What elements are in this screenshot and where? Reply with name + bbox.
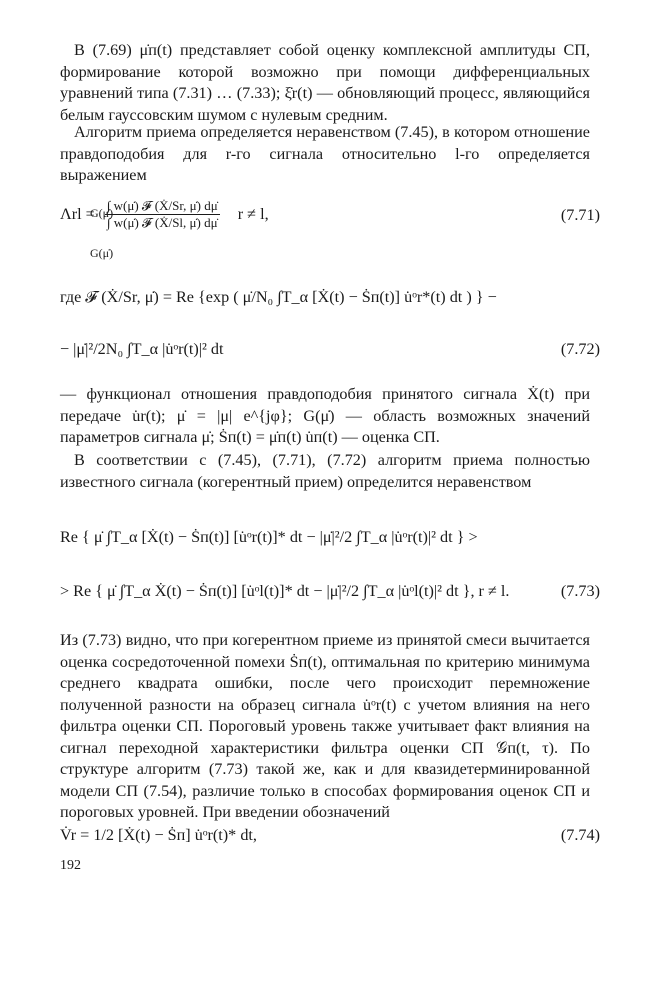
numerator-limit: G(μ̇) xyxy=(90,206,114,220)
fraction-denominator: ∫ w(μ̇) 𝓕 (Ẋ/Sl, μ̇) dμ̇ xyxy=(106,215,218,230)
paragraph-algorithm: Алгоритм приема определяется неравенством (7.45), в котором отношение правдоподобия для r-го сигнала относительно l-го определяется выражением xyxy=(60,123,590,184)
equation-number: (7.73) xyxy=(560,582,600,600)
paragraph-analysis: Из (7.73) видно, что при когерентном приеме из принятой смеси вычитается оценка сосредоточенной помехи Ṡп(t), оптимальная по критерию минимума среднего квадрата ошибки, после чего происходит перемножение полученной разности на образец сигнала u̇ᵒr(t) с учетом влияния на него фильтра оценки СП. Пороговый уровень также учитывает факт влияния на сигнал переходной характеристики фильтра оценки СП 𝒢п(t, τ). По структуре алгоритм (7.73) такой же, как и для квазидетерминированной модели СП (7.54), различие только в способах формирования оценок СП и пороговых уровней. При введении обозначений xyxy=(60,631,590,821)
fraction-numerator: ∫ w(μ̇) 𝓕 (Ẋ/Sr, μ̇) dμ̇ xyxy=(106,198,218,213)
equation-number: (7.74) xyxy=(560,826,600,844)
equation-number: (7.71) xyxy=(560,206,600,224)
paragraph-intro: В (7.69) μ̇п(t) представляет собой оценку комплексной амплитуды СП, формирование которой возможно при помощи дифференциальных уравнений типа (7.31) … (7.33); ξ̇r(t) — обновляющий процесс, являющийся белым гауссовским шумом с нулевым средним. xyxy=(60,41,590,124)
paragraph-functional: — функционал отношения правдоподобия принятого сигнала Ẋ(t) при передаче u̇r(t); μ̇ = |μ| e^{jφ}; G(μ̇) — область возможных значений параметров сигнала μ̇; Ṡп(t) = μ̇п(t) u̇п(t) — оценка СП. xyxy=(60,385,590,446)
likelihood-fraction xyxy=(105,198,220,231)
equation-condition: r ≠ l, xyxy=(237,205,269,223)
equation-line-2: > Re { μ̇ ∫T_α Ẋ(t) − Ṡп(t)] [u̇ᵒl(t)]* dt − |μ̇|²/2 ∫T_α |u̇ᵒl(t)|² dt }, r ≠ l. xyxy=(60,582,510,600)
equation-line-1: где 𝓕 (Ẋ/Sr, μ̇) = Re {exp ( μ̇/N₀ ∫T_α [Ẋ(t) − Ṡп(t)] u̇ᵒr*(t) dt ) } − xyxy=(60,288,497,306)
equation-line-1: Re { μ̇ ∫T_α [Ẋ(t) − Ṡп(t)] [u̇ᵒr(t)]* dt − |μ̇|²/2 ∫T_α |u̇ᵒr(t)|² dt } > xyxy=(60,528,478,546)
equation-7-72 xyxy=(60,282,600,372)
denominator-limit: G(μ̇) xyxy=(90,246,114,260)
equation-body: V̇r = 1/2 [Ẋ(t) − Ṡп] u̇ᵒr(t)* dt, xyxy=(60,826,257,844)
paragraph-coherent: В соответствии с (7.45), (7.71), (7.72) алгоритм приема полностью известного сигнала (когерентный прием) определится неравенством xyxy=(60,451,590,491)
equation-7-71 xyxy=(60,180,600,260)
equation-line-2: − |μ̇|²/2N₀ ∫T_α |u̇ᵒr(t)|² dt xyxy=(60,340,224,358)
equation-7-74 xyxy=(60,826,600,856)
page-number: 192 xyxy=(60,858,81,873)
equation-lhs: Λrl = xyxy=(60,205,95,223)
equation-number: (7.72) xyxy=(560,340,600,358)
equation-7-73 xyxy=(60,522,600,618)
